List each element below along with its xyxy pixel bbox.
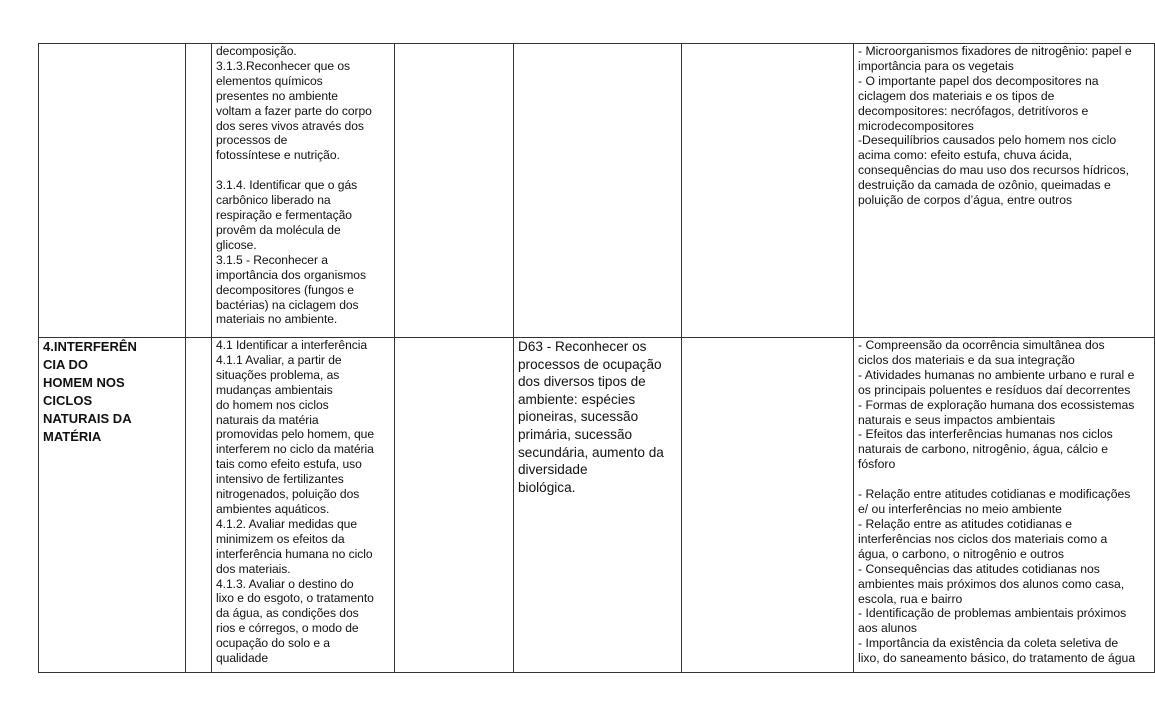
text-line: poluição de corpos d’água, entre outros xyxy=(858,193,1073,208)
text-line: água, o carbono, o nitrogênio e outros xyxy=(858,546,1064,561)
text-line: MATÉRIA xyxy=(43,429,102,444)
text-line: ocupação do solo e a xyxy=(216,636,330,651)
text-line: lixo, do saneamento básico, do tratamento de água xyxy=(858,651,1136,666)
text-line: voltam a fazer parte do corpo xyxy=(216,103,372,118)
text-line: e/ ou interferências no meio ambiente xyxy=(858,502,1062,517)
contents-text xyxy=(858,338,1151,666)
text-line: D63 - Reconhecer os xyxy=(518,339,647,354)
text-line: -Desequilíbrios causados pelo homem nos ciclo xyxy=(858,133,1117,148)
curriculum-table xyxy=(38,43,1155,673)
text-line: 3.1.4. Identificar que o gás xyxy=(216,178,358,193)
text-line: ambientes aquáticos. xyxy=(216,501,330,516)
text-line: rios e córregos, o modo de xyxy=(216,621,359,636)
text-line: - Microorganismos fixadores de nitrogênio: papel e xyxy=(858,44,1132,58)
spacer-cell xyxy=(186,44,212,338)
spacer-cell xyxy=(682,44,854,338)
text-line: minimizem os efeitos da xyxy=(216,531,345,546)
text-line: 4.INTERFERÊN xyxy=(43,339,137,354)
text-line: importância para os vegetais xyxy=(858,58,1014,73)
text-line: - O importante papel dos decompositores na xyxy=(858,73,1099,88)
text-line: CIA DO xyxy=(43,357,89,372)
text-line: dos diversos tipos de xyxy=(518,374,646,390)
text-line: naturais da matéria xyxy=(216,412,319,427)
text-line: - Identificação de problemas ambientais próximos xyxy=(858,606,1127,621)
text-line: dos materiais. xyxy=(216,561,291,576)
text-line: diversidade xyxy=(518,462,588,478)
text-line: consequências do mau uso dos recursos hídricos, xyxy=(858,163,1129,178)
objectives-cell xyxy=(212,44,395,338)
text-line: - Atividades humanas no ambiente urbano e rural e xyxy=(858,367,1135,382)
text-line: decompositores: necrófagos, detritívoros e xyxy=(858,103,1089,118)
text-line: decomposição. xyxy=(216,44,297,58)
text-line: pioneiras, sucessão xyxy=(518,409,639,425)
text-line: - Formas de exploração humana dos ecossistemas xyxy=(858,397,1135,412)
descriptor-text xyxy=(518,338,678,496)
text-line: tais como efeito estufa, uso xyxy=(216,457,362,472)
theme-title xyxy=(43,338,182,446)
text-line: respiração e fermentação xyxy=(216,208,352,223)
text-line: microdecompositores xyxy=(858,118,974,133)
text-line: 4.1.2. Avaliar medidas que xyxy=(216,516,358,531)
contents-text xyxy=(858,44,1151,208)
text-line: ciclos dos materiais e da sua integração xyxy=(858,352,1075,367)
text-line: intensivo de fertilizantes xyxy=(216,472,344,487)
theme-cell-empty xyxy=(39,44,186,338)
text-line: do homem nos ciclos xyxy=(216,397,329,412)
text-line: ambientes mais próximos dos alunos como casa, xyxy=(858,576,1125,591)
text-line: 4.1.1 Avaliar, a partir de xyxy=(216,352,342,367)
descriptor-cell xyxy=(514,338,682,673)
text-line: situações problema, as xyxy=(216,367,340,382)
text-line: ciclagem dos materiais e os tipos de xyxy=(858,88,1055,103)
text-line: CICLOS xyxy=(43,393,93,408)
text-line: promovidas pelo homem, que xyxy=(216,427,375,442)
text-line: naturais de carbono, nitrogênio, água, cálcio e xyxy=(858,442,1109,457)
text-line: interferem no ciclo da matéria xyxy=(216,442,374,457)
text-line: - Relação entre atitudes cotidianas e modificações xyxy=(858,487,1131,502)
text-line: fósforo xyxy=(858,457,896,472)
text-line: 3.1.5 - Reconhecer a xyxy=(216,252,328,267)
text-line: escola, rua e bairro xyxy=(858,591,963,606)
text-line: - Consequências das atitudes cotidianas nos xyxy=(858,561,1100,576)
text-line: HOMEM NOS xyxy=(43,375,125,390)
text-line: dos seres vivos através dos xyxy=(216,118,364,133)
text-line: ambiente: espécies xyxy=(518,391,636,407)
text-line: acima como: efeito estufa, chuva ácida, xyxy=(858,148,1073,163)
text-line: mudanças ambientais xyxy=(216,382,333,397)
text-line: - Importância da existência da coleta seletiva de xyxy=(858,636,1119,651)
text-line: provêm da molécula de xyxy=(216,222,341,237)
text-line: 3.1.3.Reconhecer que os xyxy=(216,58,350,73)
table-row xyxy=(39,338,1155,673)
table-row xyxy=(39,44,1155,338)
contents-cell xyxy=(854,44,1155,338)
text-line: - Compreensão da ocorrência simultânea dos xyxy=(858,338,1105,352)
objectives-cell xyxy=(212,338,395,673)
text-line: interferências nos ciclos dos materiais como a xyxy=(858,531,1108,546)
text-line: processos de ocupação xyxy=(518,356,662,372)
text-line: processos de xyxy=(216,133,288,148)
text-line: - Relação entre as atitudes cotidianas e xyxy=(858,516,1073,531)
text-line: secundária, aumento da xyxy=(518,444,664,460)
theme-cell xyxy=(39,338,186,673)
text-line: destruição da camada de ozônio, queimadas e xyxy=(858,178,1111,193)
text-line: fotossíntese e nutrição. xyxy=(216,148,340,163)
text-line: lixo e do esgoto, o tratamento xyxy=(216,591,374,606)
text-line: qualidade xyxy=(216,651,269,666)
descriptor-cell-empty xyxy=(514,44,682,338)
text-line: nitrogenados, poluição dos xyxy=(216,487,360,502)
text-line: aos alunos xyxy=(858,621,917,636)
text-line: interferência humana no ciclo xyxy=(216,546,373,561)
text-line: NATURAIS DA xyxy=(43,411,132,426)
text-line: carbônico liberado na xyxy=(216,193,331,208)
contents-cell xyxy=(854,338,1155,673)
text-line: decompositores (fungos e xyxy=(216,282,354,297)
text-line: - Efeitos das interferências humanas nos ciclos xyxy=(858,427,1113,442)
empty-cell xyxy=(395,44,514,338)
text-line: presentes no ambiente xyxy=(216,88,338,103)
text-line: 4.1 Identificar a interferência xyxy=(216,338,368,352)
text-line: elementos químicos xyxy=(216,73,323,88)
text-line: glicose. xyxy=(216,237,257,252)
spacer-cell xyxy=(186,338,212,673)
text-line: bactérias) na ciclagem dos xyxy=(216,297,359,312)
text-line xyxy=(858,472,1151,487)
text-line: naturais e seus impactos ambientais xyxy=(858,412,1056,427)
text-line: materiais no ambiente. xyxy=(216,312,338,327)
objectives-text xyxy=(216,44,391,327)
text-line: primária, sucessão xyxy=(518,426,633,442)
text-line: 4.1.3. Avaliar o destino do xyxy=(216,576,354,591)
text-line: da água, as condições dos xyxy=(216,606,359,621)
empty-cell xyxy=(395,338,514,673)
spacer-cell xyxy=(682,338,854,673)
text-line: importância dos organismos xyxy=(216,267,366,282)
text-line: os principais poluentes e resíduos daí decorrentes xyxy=(858,382,1131,397)
text-line xyxy=(216,163,391,178)
text-line: biológica. xyxy=(518,479,576,495)
objectives-text xyxy=(216,338,391,666)
